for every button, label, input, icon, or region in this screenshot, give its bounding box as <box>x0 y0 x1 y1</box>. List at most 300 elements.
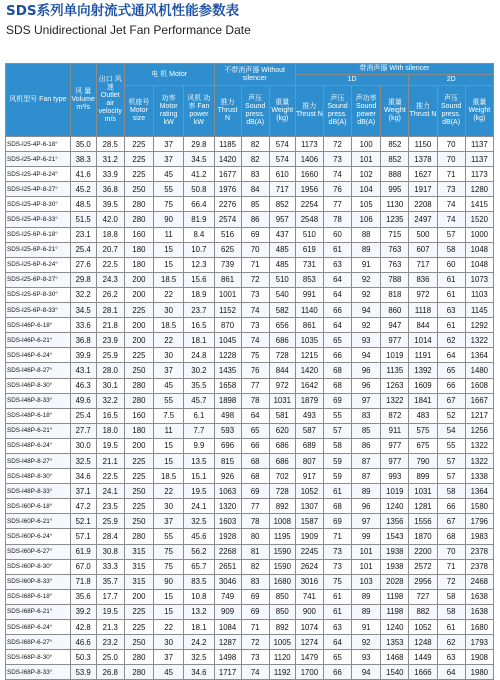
value-cell: 53.9 <box>70 665 96 680</box>
value-cell: 510 <box>295 227 323 242</box>
value-cell: 1980 <box>465 665 493 680</box>
value-cell: 2276 <box>214 197 241 212</box>
value-cell: 872 <box>381 408 409 423</box>
value-cell: 23.1 <box>70 227 96 242</box>
value-cell: 485 <box>269 257 295 272</box>
table-row <box>6 303 494 318</box>
value-cell: 19.5 <box>96 438 124 453</box>
value-cell: 2378 <box>465 559 493 574</box>
value-cell: 59 <box>323 453 351 468</box>
table-row <box>6 589 494 604</box>
value-cell: 66 <box>323 665 351 680</box>
value-cell: 1228 <box>214 348 241 363</box>
value-cell: 1587 <box>295 514 323 529</box>
table-row <box>6 423 494 438</box>
value-cell: 90 <box>154 212 184 227</box>
value-cell: 1215 <box>295 348 323 363</box>
value-cell: 1073 <box>465 272 493 287</box>
value-cell: 61 <box>437 620 465 635</box>
value-cell: 582 <box>269 303 295 318</box>
value-cell: 68 <box>323 378 351 393</box>
value-cell: 71 <box>437 167 465 182</box>
value-cell: 972 <box>409 287 437 302</box>
value-cell: 30 <box>154 348 184 363</box>
value-cell: 977 <box>381 438 409 453</box>
value-cell: 68 <box>241 469 269 484</box>
value-cell: 77 <box>323 197 351 212</box>
value-cell: 1150 <box>409 137 437 152</box>
value-cell: 1680 <box>269 574 295 589</box>
value-cell: 70 <box>241 242 269 257</box>
value-cell: 50.8 <box>184 182 214 197</box>
value-cell: 94 <box>352 348 381 363</box>
value-cell: 225 <box>124 348 153 363</box>
value-cell: 788 <box>381 272 409 287</box>
value-cell: 280 <box>124 650 153 665</box>
model-cell: SDS-I25-4P-6-21° <box>6 152 71 167</box>
value-cell: 315 <box>124 544 153 559</box>
value-cell: 510 <box>269 272 295 287</box>
value-cell: 24.8 <box>184 348 214 363</box>
value-cell: 280 <box>124 529 153 544</box>
model-cell: SDS-I68P-6-27° <box>6 635 71 650</box>
value-cell: 76 <box>241 363 269 378</box>
value-cell: 1638 <box>465 604 493 619</box>
value-cell: 59 <box>323 469 351 484</box>
value-cell: 991 <box>295 287 323 302</box>
value-cell: 30.0 <box>70 438 96 453</box>
value-cell: 18.0 <box>96 423 124 438</box>
value-cell: 1152 <box>214 303 241 318</box>
value-cell: 763 <box>381 242 409 257</box>
value-cell: 22 <box>154 484 184 499</box>
value-cell: 250 <box>124 484 153 499</box>
value-cell: 69 <box>241 604 269 619</box>
value-cell: 1666 <box>409 665 437 680</box>
value-cell: 1001 <box>214 287 241 302</box>
value-cell: 516 <box>214 227 241 242</box>
value-cell: 71.8 <box>70 574 96 589</box>
value-cell: 99 <box>352 529 381 544</box>
value-cell: 57 <box>437 453 465 468</box>
value-cell: 76 <box>323 182 351 197</box>
value-cell: 200 <box>124 318 153 333</box>
table-row <box>6 182 494 197</box>
value-cell: 899 <box>409 469 437 484</box>
header-1d-thrust: 推力 Thrust N <box>295 86 323 137</box>
value-cell: 1274 <box>295 635 323 650</box>
value-cell: 106 <box>352 212 381 227</box>
value-cell: 72 <box>323 137 351 152</box>
value-cell: 29.8 <box>70 272 96 287</box>
value-cell: 83 <box>352 408 381 423</box>
header-motor-group: 电 机 Motor <box>124 64 214 86</box>
value-cell: 41.2 <box>184 167 214 182</box>
model-cell: SDS-I48P-6-24° <box>6 438 71 453</box>
value-cell: 46.3 <box>70 378 96 393</box>
value-cell: 180 <box>124 242 153 257</box>
value-cell: 68 <box>437 529 465 544</box>
value-cell: 28.5 <box>96 137 124 152</box>
value-cell: 836 <box>409 272 437 287</box>
value-cell: 58 <box>437 604 465 619</box>
value-cell: 69 <box>241 227 269 242</box>
value-cell: 103 <box>352 574 381 589</box>
value-cell: 73 <box>241 287 269 302</box>
value-cell: 84 <box>241 182 269 197</box>
value-cell: 3046 <box>214 574 241 589</box>
value-cell: 1263 <box>381 378 409 393</box>
value-cell: 250 <box>124 363 153 378</box>
value-cell: 225 <box>124 152 153 167</box>
value-cell: 57.1 <box>70 529 96 544</box>
value-cell: 1120 <box>269 650 295 665</box>
table-row <box>6 227 494 242</box>
value-cell: 620 <box>269 423 295 438</box>
value-cell: 1045 <box>214 333 241 348</box>
value-cell: 33.6 <box>70 318 96 333</box>
model-cell: SDS-I48P-8-33° <box>6 484 71 499</box>
value-cell: 280 <box>124 197 153 212</box>
value-cell: 1841 <box>409 393 437 408</box>
value-cell: 37 <box>154 363 184 378</box>
value-cell: 1556 <box>409 514 437 529</box>
value-cell: 65.7 <box>184 559 214 574</box>
value-cell: 1378 <box>409 152 437 167</box>
value-cell: 15 <box>154 438 184 453</box>
value-cell: 1048 <box>465 242 493 257</box>
value-cell: 493 <box>295 408 323 423</box>
header-2d-weight: 重量 Weight (kg) <box>465 86 493 137</box>
model-cell: SDS-I46P-6-21° <box>6 333 71 348</box>
value-cell: 62 <box>437 333 465 348</box>
value-cell: 1435 <box>214 363 241 378</box>
value-cell: 77 <box>241 499 269 514</box>
value-cell: 1976 <box>214 182 241 197</box>
value-cell: 853 <box>295 272 323 287</box>
value-cell: 74 <box>241 303 269 318</box>
value-cell: 1191 <box>409 348 437 363</box>
value-cell: 92 <box>352 635 381 650</box>
value-cell: 18.8 <box>96 227 124 242</box>
value-cell: 96 <box>352 363 381 378</box>
value-cell: 160 <box>124 227 153 242</box>
value-cell: 69 <box>323 393 351 408</box>
value-cell: 49.6 <box>70 393 96 408</box>
value-cell: 861 <box>214 272 241 287</box>
value-cell: 16.5 <box>96 408 124 423</box>
model-cell: SDS-I46P-8-33° <box>6 393 71 408</box>
value-cell: 7.5 <box>154 408 184 423</box>
value-cell: 52 <box>437 408 465 423</box>
value-cell: 74 <box>437 212 465 227</box>
value-cell: 22.5 <box>96 257 124 272</box>
value-cell: 200 <box>124 589 153 604</box>
value-cell: 77 <box>241 378 269 393</box>
value-cell: 593 <box>214 423 241 438</box>
value-cell: 78 <box>241 393 269 408</box>
table-row <box>6 152 494 167</box>
value-cell: 18.5 <box>154 272 184 287</box>
value-cell: 83 <box>241 574 269 589</box>
value-cell: 911 <box>381 423 409 438</box>
value-cell: 1048 <box>465 257 493 272</box>
value-cell: 1642 <box>295 378 323 393</box>
model-cell: SDS-I68P-6-18° <box>6 589 71 604</box>
value-cell: 65 <box>437 363 465 378</box>
value-cell: 61.9 <box>70 544 96 559</box>
model-cell: SDS-I46P-8-30° <box>6 378 71 393</box>
value-cell: 1130 <box>381 197 409 212</box>
table-row <box>6 514 494 529</box>
value-cell: 717 <box>409 257 437 272</box>
value-cell: 69 <box>323 514 351 529</box>
value-cell: 686 <box>269 438 295 453</box>
value-cell: 1608 <box>465 378 493 393</box>
value-cell: 2200 <box>409 544 437 559</box>
value-cell: 1449 <box>409 650 437 665</box>
value-cell: 26.8 <box>96 665 124 680</box>
value-cell: 1717 <box>214 665 241 680</box>
value-cell: 815 <box>214 453 241 468</box>
value-cell: 97 <box>352 393 381 408</box>
value-cell: 540 <box>269 287 295 302</box>
value-cell: 315 <box>124 574 153 589</box>
value-cell: 1520 <box>465 212 493 227</box>
value-cell: 32.2 <box>70 287 96 302</box>
value-cell: 61 <box>437 272 465 287</box>
value-cell: 61 <box>323 242 351 257</box>
value-cell: 727 <box>409 589 437 604</box>
value-cell: 1185 <box>214 137 241 152</box>
value-cell: 1480 <box>465 363 493 378</box>
value-cell: 37 <box>154 137 184 152</box>
value-cell: 1793 <box>465 635 493 650</box>
value-cell: 74 <box>323 167 351 182</box>
header-volume: 风 量 Volume m³/s <box>70 64 96 137</box>
value-cell: 250 <box>124 514 153 529</box>
value-cell: 1870 <box>409 529 437 544</box>
value-cell: 61 <box>437 318 465 333</box>
value-cell: 977 <box>381 333 409 348</box>
value-cell: 25.0 <box>96 650 124 665</box>
value-cell: 27.6 <box>70 257 96 272</box>
value-cell: 1543 <box>381 529 409 544</box>
value-cell: 926 <box>214 469 241 484</box>
value-cell: 101 <box>352 152 381 167</box>
value-cell: 67 <box>437 393 465 408</box>
value-cell: 35.5 <box>184 378 214 393</box>
value-cell: 1052 <box>295 484 323 499</box>
value-cell: 1256 <box>465 423 493 438</box>
value-cell: 1320 <box>214 499 241 514</box>
value-cell: 575 <box>409 423 437 438</box>
value-cell: 24.1 <box>184 499 214 514</box>
value-cell: 57 <box>323 423 351 438</box>
value-cell: 17.7 <box>96 589 124 604</box>
value-cell: 58 <box>323 438 351 453</box>
value-cell: 27.7 <box>70 423 96 438</box>
value-cell: 1364 <box>465 484 493 499</box>
value-cell: 1938 <box>381 544 409 559</box>
value-cell: 610 <box>269 167 295 182</box>
header-2d-thrust: 推力 Thrust N <box>409 86 437 137</box>
model-cell: SDS-I60P-6-18° <box>6 499 71 514</box>
model-cell: SDS-I68P-6-24° <box>6 620 71 635</box>
value-cell: 1420 <box>295 363 323 378</box>
value-cell: 2208 <box>409 197 437 212</box>
table-row <box>6 635 494 650</box>
value-cell: 2651 <box>214 559 241 574</box>
value-cell: 892 <box>269 499 295 514</box>
header-1d: 1D <box>295 75 409 86</box>
value-cell: 57 <box>437 469 465 484</box>
value-cell: 9.9 <box>184 438 214 453</box>
value-cell: 581 <box>269 408 295 423</box>
header-with-silencer: 带消声器 With silencer <box>295 64 493 75</box>
value-cell: 1240 <box>381 499 409 514</box>
value-cell: 89 <box>352 484 381 499</box>
value-cell: 2497 <box>409 212 437 227</box>
model-cell: SDS-I46P-6-18° <box>6 318 71 333</box>
value-cell: 89 <box>352 242 381 257</box>
value-cell: 1135 <box>381 363 409 378</box>
value-cell: 225 <box>124 499 153 514</box>
value-cell: 18.1 <box>184 620 214 635</box>
value-cell: 2956 <box>409 574 437 589</box>
value-cell: 69 <box>241 484 269 499</box>
value-cell: 1074 <box>295 620 323 635</box>
value-cell: 75 <box>154 197 184 212</box>
model-cell: SDS-I68P-8-30° <box>6 650 71 665</box>
value-cell: 64 <box>323 272 351 287</box>
value-cell: 1498 <box>214 650 241 665</box>
value-cell: 21.8 <box>96 318 124 333</box>
value-cell: 15 <box>154 604 184 619</box>
value-cell: 1406 <box>295 152 323 167</box>
value-cell: 23.5 <box>96 499 124 514</box>
model-cell: SDS-I48P-8-30° <box>6 469 71 484</box>
value-cell: 32.2 <box>96 393 124 408</box>
header-2d: 2D <box>409 75 494 86</box>
value-cell: 1287 <box>214 635 241 650</box>
header-motor-rating: 功率 Motor rating kW <box>154 86 184 137</box>
value-cell: 10.8 <box>184 589 214 604</box>
value-cell: 25.9 <box>96 514 124 529</box>
value-cell: 70 <box>437 152 465 167</box>
value-cell: 225 <box>124 604 153 619</box>
value-cell: 93 <box>352 333 381 348</box>
value-cell: 749 <box>214 589 241 604</box>
table-row <box>6 620 494 635</box>
value-cell: 900 <box>295 604 323 619</box>
table-row <box>6 348 494 363</box>
value-cell: 29.8 <box>184 137 214 152</box>
value-cell: 1680 <box>465 620 493 635</box>
table-row <box>6 242 494 257</box>
value-cell: 607 <box>409 242 437 257</box>
model-cell: SDS-I48P-6-21° <box>6 423 71 438</box>
value-cell: 92 <box>352 318 381 333</box>
value-cell: 94 <box>352 303 381 318</box>
value-cell: 1322 <box>465 438 493 453</box>
value-cell: 81.9 <box>184 212 214 227</box>
value-cell: 13.2 <box>184 604 214 619</box>
value-cell: 23.7 <box>184 303 214 318</box>
value-cell: 888 <box>381 167 409 182</box>
value-cell: 15 <box>154 242 184 257</box>
value-cell: 75 <box>241 348 269 363</box>
model-cell: SDS-I25-4P-8-33° <box>6 212 71 227</box>
value-cell: 47.2 <box>70 499 96 514</box>
value-cell: 6.1 <box>184 408 214 423</box>
value-cell: 33.9 <box>96 167 124 182</box>
value-cell: 86 <box>352 438 381 453</box>
table-row <box>6 559 494 574</box>
value-cell: 1281 <box>409 499 437 514</box>
value-cell: 25.9 <box>96 348 124 363</box>
value-cell: 88 <box>352 227 381 242</box>
value-cell: 485 <box>269 242 295 257</box>
table-row <box>6 257 494 272</box>
value-cell: 1280 <box>465 182 493 197</box>
value-cell: 58 <box>437 484 465 499</box>
value-cell: 1014 <box>409 333 437 348</box>
value-cell: 105 <box>352 197 381 212</box>
value-cell: 8.4 <box>184 227 214 242</box>
value-cell: 58 <box>437 242 465 257</box>
header-1d-sound-power: 声功率 Sound power dB(A) <box>352 86 381 137</box>
value-cell: 225 <box>124 620 153 635</box>
value-cell: 852 <box>269 197 295 212</box>
value-cell: 65 <box>323 333 351 348</box>
value-cell: 675 <box>409 438 437 453</box>
value-cell: 1248 <box>409 635 437 650</box>
value-cell: 1217 <box>465 408 493 423</box>
value-cell: 89 <box>352 589 381 604</box>
value-cell: 1145 <box>465 303 493 318</box>
value-cell: 87 <box>352 453 381 468</box>
value-cell: 1590 <box>269 544 295 559</box>
header-1d-weight: 重量 Weight (kg) <box>381 86 409 137</box>
value-cell: 64 <box>323 287 351 302</box>
value-cell: 32.5 <box>184 650 214 665</box>
value-cell: 61 <box>437 287 465 302</box>
value-cell: 696 <box>214 438 241 453</box>
value-cell: 574 <box>269 137 295 152</box>
value-cell: 86 <box>241 212 269 227</box>
value-cell: 74 <box>241 333 269 348</box>
value-cell: 686 <box>269 453 295 468</box>
value-cell: 63 <box>437 650 465 665</box>
model-cell: SDS-I25-4P-6-18° <box>6 137 71 152</box>
value-cell: 3016 <box>295 574 323 589</box>
value-cell: 24.2 <box>184 635 214 650</box>
value-cell: 22 <box>154 287 184 302</box>
value-cell: 315 <box>124 559 153 574</box>
value-cell: 18.5 <box>154 469 184 484</box>
value-cell: 1198 <box>381 604 409 619</box>
value-cell: 1879 <box>295 393 323 408</box>
value-cell: 1983 <box>465 529 493 544</box>
value-cell: 11 <box>154 423 184 438</box>
value-cell: 66 <box>437 499 465 514</box>
value-cell: 36.8 <box>70 333 96 348</box>
value-cell: 30 <box>154 303 184 318</box>
table-row <box>6 544 494 559</box>
value-cell: 200 <box>124 438 153 453</box>
value-cell: 73 <box>437 182 465 197</box>
